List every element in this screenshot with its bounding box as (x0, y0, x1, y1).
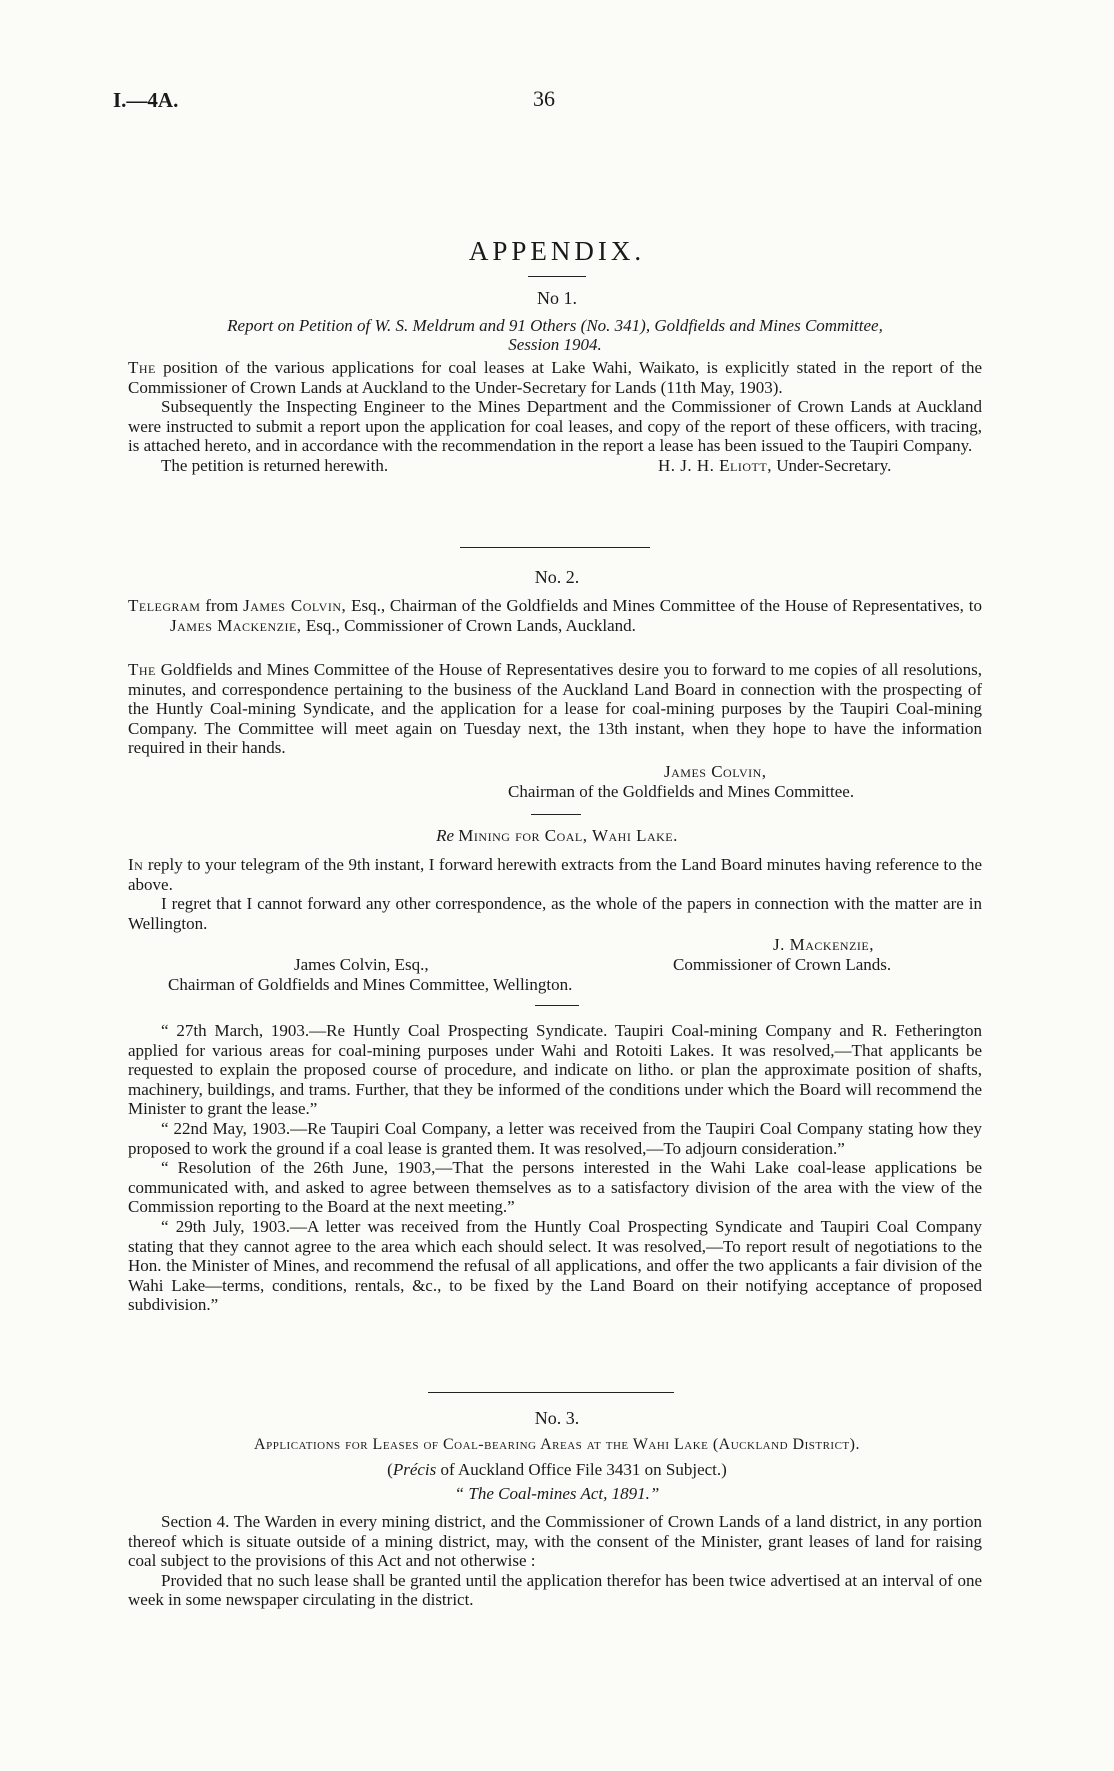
reply-addressee: James Colvin, Esq., (294, 955, 429, 974)
section-1-heading (120, 316, 990, 354)
telegram-mid: Esq., Chairman of the Goldfields and Mines Committee of the House of Representatives, to (351, 596, 982, 615)
reply-heading-lead: Re (436, 826, 455, 845)
telegram-sender: James Colvin, (243, 596, 347, 615)
minute-2: “ 22nd May, 1903.—Re Taupiri Coal Company, a letter was received from the Taupiri Coal Company stating how they proposed to work the ground if a coal lease is granted them. It was resolved,—To adjourn consideration.” (128, 1118, 982, 1158)
board-minutes (128, 1021, 982, 1315)
telegram-end: Esq., Commissioner of Crown Lands, Auckland. (305, 615, 636, 635)
section-divider-1 (460, 547, 650, 548)
page-number: 36 (533, 86, 555, 111)
telegram-rule (531, 814, 581, 815)
minute-1: “ 27th March, 1903.—Re Huntly Coal Prospecting Syndicate. Taupiri Coal-mining Company and R. Fetherington applied for various areas for coal-mining purposes under Wahi and Rotoiti Lakes. It was resolved,—That applicants be requested to explain the proposed course of procedure, and indicate on litho. or plan the approximate position of shafts, machinery, buildings, and trams. Further, that they be informed of the conditions under which the Board will recommend the Minister to grant the lease.” (128, 1021, 982, 1119)
precis-word: Précis (392, 1460, 437, 1479)
section-1-signature-name: H. J. H. Eliott, (658, 455, 772, 475)
telegram-signature-title: Chairman of the Goldfields and Mines Committee. (508, 782, 855, 801)
telegram-lead: Telegram (128, 596, 201, 615)
section-3-body (128, 1512, 982, 1610)
reply-para-2: I regret that I cannot forward any other correspondence, as the whole of the papers in connection with the matter are in Wellington. (128, 894, 982, 933)
telegram-para: Goldfields and Mines Committee of the House of Representatives desire you to forward to me copies of all resolutions, minutes, and correspondence pertaining to the business of the Auckland Land Board in connection with the prospecting of the Huntly Coal-mining Syndicate, and the application for a lease for coal-mining purposes by the Taupiri Coal-mining Company. The Committee will meet again on Tuesday next, the 13th instant, when they hope to have the information required in their hands. (128, 660, 982, 758)
telegram-body (128, 660, 982, 758)
act-title: “ The Coal-mines Act, 1891.” (454, 1484, 660, 1503)
precis-line: (Précis of Auckland Office File 3431 on Subject.) (387, 1460, 727, 1479)
telegram-recipient: James Mackenzie, (170, 615, 302, 635)
appendix-title: APPENDIX. (468, 236, 646, 266)
section-1-para-2: Subsequently the Inspecting Engineer to the Mines Department and the Commissioner of Crown Lands at Auckland were instructed to submit a report upon the application for coal leases, and copy of the report of these officers, with tracing, is attached hereto, and in accordance with the recommendation in the report a lease has been issued to the Taupiri Company. (128, 397, 982, 456)
telegram-heading (128, 596, 982, 635)
reply-signature-name: J. Mackenzie, (773, 935, 874, 954)
document-reference: I.—4A. (113, 88, 179, 112)
section-number-1: No 1. (537, 288, 577, 308)
telegram-para-lead: The (128, 660, 156, 679)
reply-para-lead: In (128, 855, 144, 874)
telegram-from: from (205, 596, 239, 615)
reply-heading (0, 826, 1114, 846)
reply-para-1: reply to your telegram of the 9th instant, I forward herewith extracts from the Land Board minutes having reference to the above. (128, 855, 983, 894)
title-rule (528, 276, 586, 277)
telegram-signature-name: James Colvin, (664, 762, 767, 781)
section-number-2: No. 2. (534, 567, 580, 587)
section-1-signature-title: Under-Secretary. (776, 455, 892, 475)
section-divider-2 (428, 1392, 674, 1393)
section-3-heading: Applications for Leases of Coal-bearing Areas at the Wahi Lake (Auckland District). (254, 1436, 860, 1453)
reply-signature-title: Commissioner of Crown Lands. (673, 955, 892, 974)
minutes-rule (535, 1005, 579, 1006)
reply-addressee-line-2: Chairman of Goldfields and Mines Committee, Wellington. (168, 975, 573, 994)
section-1-para-1: position of the various applications for coal leases at Lake Wahi, Waikato, is explicitly stated in the report of the Commissioner of Crown Lands at Auckland to the Under-Secretary for Lands (11th May, 1903). (128, 358, 982, 397)
reply-body (128, 855, 982, 933)
section-1-heading-line1: Report on Petition of W. S. Meldrum and 91 Others (No. 341), Goldfields and Mines Committee, (227, 316, 883, 335)
section-1-para-3: The petition is returned herewith. (161, 455, 389, 475)
section-4-text: Section 4. The Warden in every mining district, and the Commissioner of Crown Lands of a land district, in any portion thereof which is situate outside of a mining district, may, with the consent of the Minister, grant leases of land for raising coal subject to the provisions of this Act and not otherwise : (128, 1512, 982, 1571)
minute-3: “ Resolution of the 26th June, 1903,—That the persons interested in the Wahi Lake coal-lease applications be communicated with, and asked to agree between themselves as to a satisfactory division of the area with the view of the Commission reporting to the Board at the next meeting.” (128, 1158, 982, 1217)
section-4-proviso: Provided that no such lease shall be granted until the application therefor has been twice advertised at an interval of one week in some newspaper circulating in the district. (128, 1570, 982, 1610)
section-1-heading-line2: Session 1904. (508, 335, 602, 354)
section-1-body (128, 358, 982, 476)
section-number-3: No. 3. (534, 1408, 580, 1428)
minute-4: “ 29th July, 1903.—A letter was received from the Huntly Coal Prospecting Syndicate and Taupiri Coal Company stating that they cannot agree to the area which each should select. It was resolved,—To report result of negotiations to the Hon. the Minister of Mines, and recommend the refusal of all applications, and offer the two applicants a fair division of the Wahi Lake—terms, conditions, rentals, &c., to be fixed by the Land Board on their notifying acceptance of proposed subdivision.” (128, 1216, 982, 1315)
p1-lead: The (128, 358, 156, 377)
reply-heading-text: Mining for Coal, Wahi Lake. (458, 826, 678, 845)
precis-rest: of Auckland Office File 3431 on Subject.) (440, 1460, 727, 1479)
